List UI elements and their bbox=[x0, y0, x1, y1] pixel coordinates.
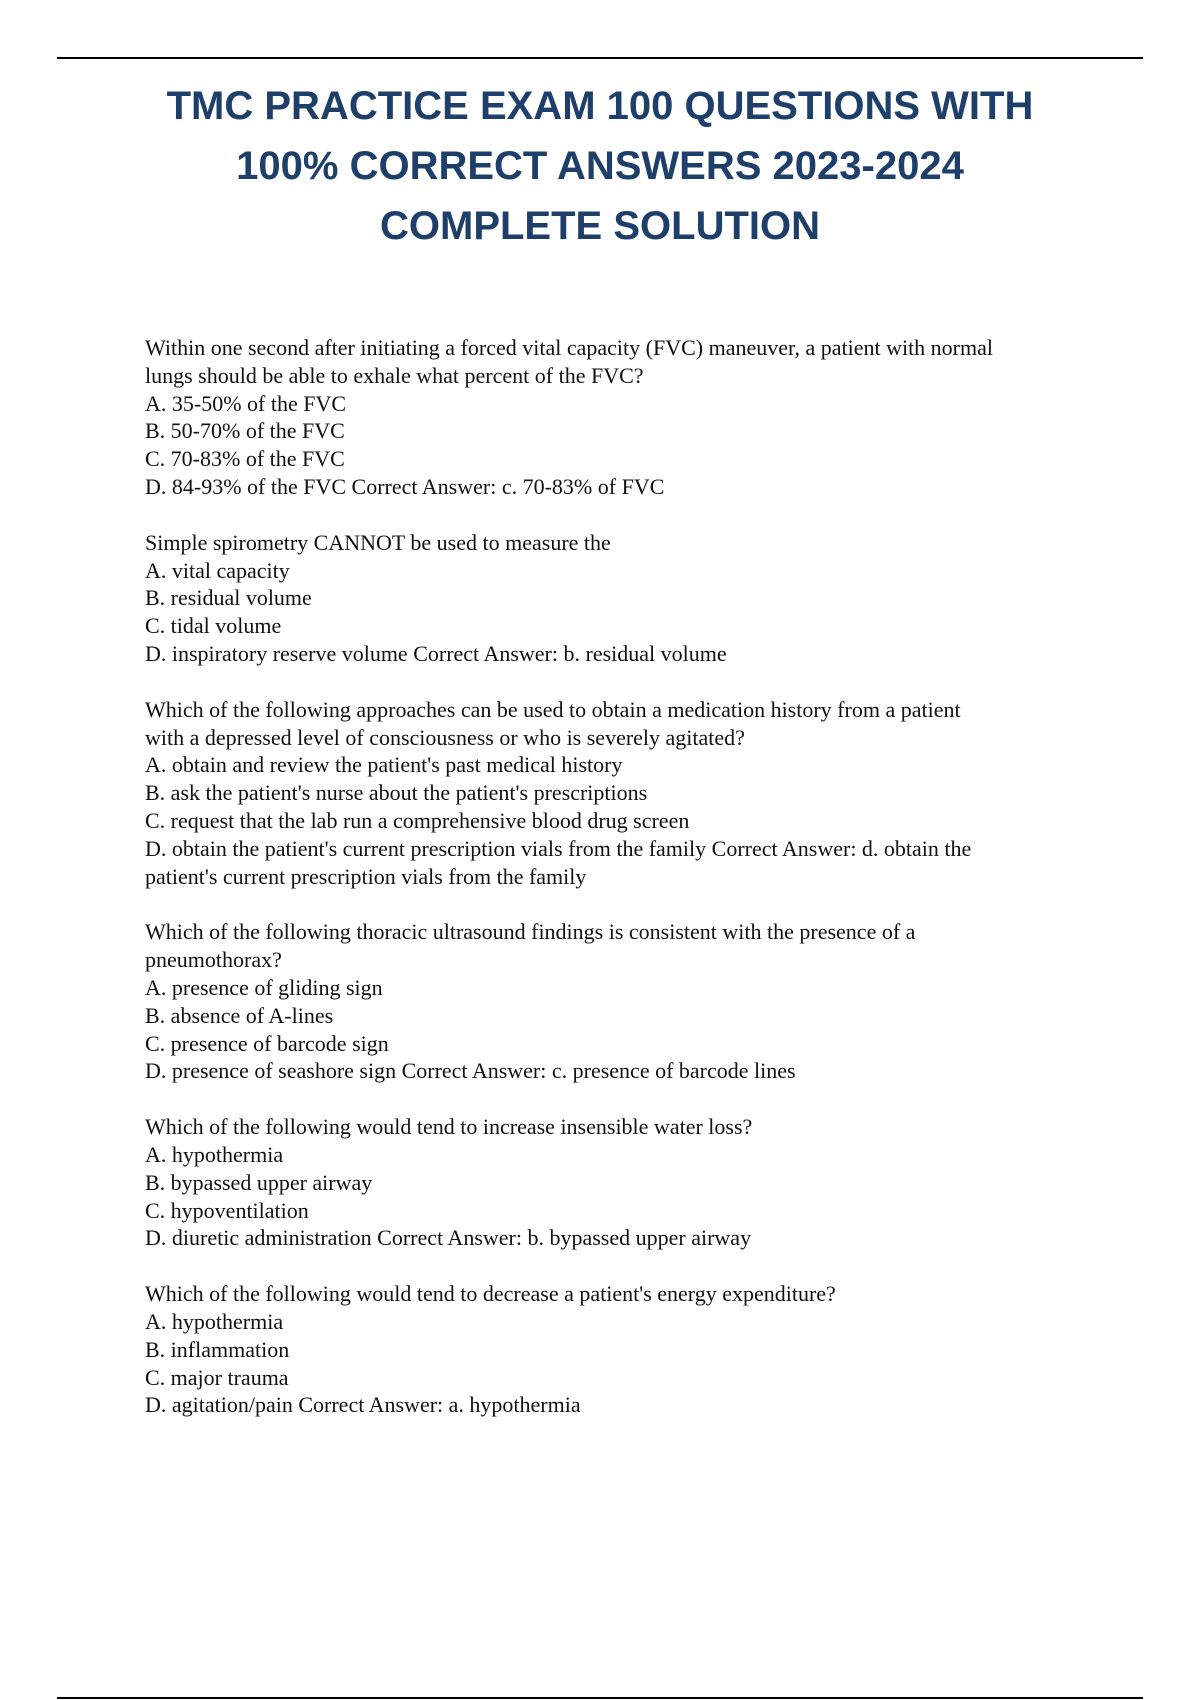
question-line: with a depressed level of consciousness or who is severely agitated? bbox=[145, 724, 745, 750]
top-rule bbox=[57, 57, 1143, 59]
answer-option: A. 35-50% of the FVC bbox=[145, 390, 347, 416]
answer-option: patient's current prescription vials from the family bbox=[145, 863, 587, 889]
answer-option: A. vital capacity bbox=[145, 557, 290, 583]
question-line: Simple spirometry CANNOT be used to measure the bbox=[145, 529, 611, 555]
answer-option: D. inspiratory reserve volume Correct Answer: b. residual volume bbox=[145, 640, 727, 666]
question-list bbox=[145, 334, 1095, 1447]
answer-option: B. bypassed upper airway bbox=[145, 1169, 373, 1195]
answer-option: A. hypothermia bbox=[145, 1308, 284, 1334]
answer-option: B. inflammation bbox=[145, 1336, 290, 1362]
answer-option: A. presence of gliding sign bbox=[145, 974, 383, 1000]
document-title bbox=[120, 76, 1080, 256]
question-3 bbox=[145, 696, 1095, 891]
answer-option: B. absence of A-lines bbox=[145, 1002, 334, 1028]
answer-option: D. presence of seashore sign Correct Answer: c. presence of barcode lines bbox=[145, 1058, 796, 1084]
question-2 bbox=[145, 529, 1095, 668]
question-5 bbox=[145, 1113, 1095, 1252]
answer-option: A. hypothermia bbox=[145, 1141, 284, 1167]
answer-option: D. 84-93% of the FVC Correct Answer: c. 70-83% of FVC bbox=[145, 473, 665, 499]
question-line: Which of the following approaches can be used to obtain a medication history from a patient bbox=[145, 696, 961, 722]
answer-option: B. ask the patient's nurse about the patient's prescriptions bbox=[145, 780, 648, 806]
question-1 bbox=[145, 334, 1095, 501]
answer-option: A. obtain and review the patient's past medical history bbox=[145, 752, 623, 778]
question-line: Which of the following thoracic ultrasound findings is consistent with the presence of a bbox=[145, 919, 916, 945]
question-line: Which of the following would tend to decrease a patient's energy expenditure? bbox=[145, 1281, 836, 1307]
question-line: Within one second after initiating a forced vital capacity (FVC) maneuver, a patient with normal bbox=[145, 335, 993, 360]
question-line: Which of the following would tend to increase insensible water loss? bbox=[145, 1114, 753, 1140]
title-line: TMC PRACTICE EXAM 100 QUESTIONS WITH bbox=[166, 84, 1034, 128]
answer-option: C. major trauma bbox=[145, 1364, 289, 1390]
answer-option: B. 50-70% of the FVC bbox=[145, 418, 345, 444]
answer-option: C. hypoventilation bbox=[145, 1197, 309, 1223]
title-line: 100% CORRECT ANSWERS 2023-2024 bbox=[236, 144, 964, 188]
answer-option: D. obtain the patient's current prescription vials from the family Correct Answer: d. obtain the bbox=[145, 835, 972, 861]
question-4 bbox=[145, 918, 1095, 1085]
title-line: COMPLETE SOLUTION bbox=[380, 204, 820, 248]
answer-option: C. tidal volume bbox=[145, 613, 282, 639]
answer-option: C. presence of barcode sign bbox=[145, 1030, 389, 1056]
answer-option: C. 70-83% of the FVC bbox=[145, 446, 345, 472]
question-line: pneumothorax? bbox=[145, 947, 282, 973]
answer-option: D. agitation/pain Correct Answer: a. hypothermia bbox=[145, 1392, 581, 1418]
question-6 bbox=[145, 1280, 1095, 1419]
bottom-rule bbox=[57, 1697, 1143, 1699]
answer-option: D. diuretic administration Correct Answer: b. bypassed upper airway bbox=[145, 1225, 752, 1251]
answer-option: C. request that the lab run a comprehensive blood drug screen bbox=[145, 807, 690, 833]
answer-option: B. residual volume bbox=[145, 585, 312, 611]
question-line: lungs should be able to exhale what percent of the FVC? bbox=[145, 362, 644, 388]
